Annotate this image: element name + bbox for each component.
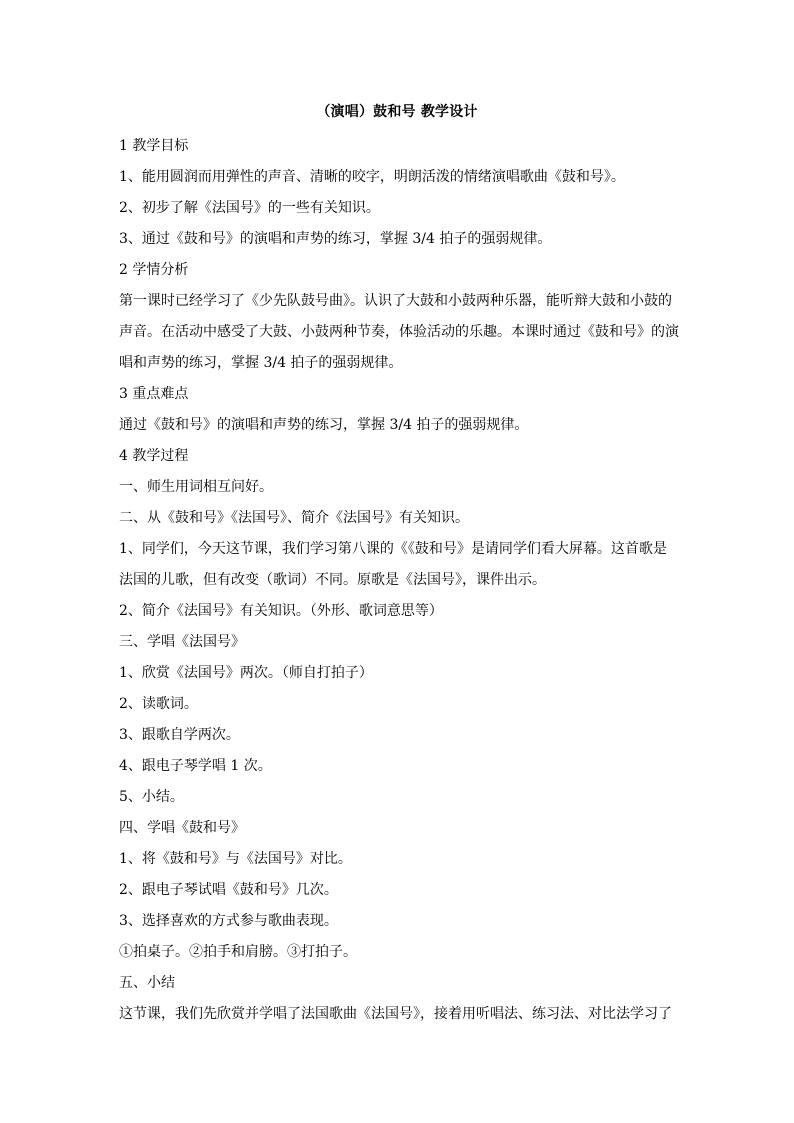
process-step-3-item-4: 4、跟电子琴学唱 1 次。 bbox=[119, 758, 272, 774]
process-step-3-item-1: 1、欣赏《法国号》两次。（师自打拍子） bbox=[119, 665, 373, 681]
student-analysis-line-2: 声音。在活动中感受了大鼓、小鼓两种节奏，体验活动的乐趣。本课时通过《鼓和号》的演 bbox=[119, 324, 679, 340]
process-step-3-item-3: 3、跟歌自学两次。 bbox=[119, 727, 240, 743]
section-heading-key-points: 3 重点难点 bbox=[119, 386, 189, 402]
process-step-2-item-1-line-1: 1、同学们，今天这节课，我们学习第八课的《《鼓和号》是请同学们看大屏幕。这首歌是 bbox=[119, 541, 667, 557]
process-step-2: 二、从《鼓和号》《法国号》、简介《法国号》有关知识。 bbox=[119, 510, 469, 526]
section-heading-student-analysis: 2 学情分析 bbox=[119, 262, 189, 278]
student-analysis-line-3: 唱和声势的练习，掌握 3/4 拍子的强弱规律。 bbox=[119, 355, 403, 371]
process-step-4-options: ①拍桌子。②拍手和肩膀。③打拍子。 bbox=[119, 944, 357, 960]
process-step-3: 三、学唱《法国号》 bbox=[119, 634, 245, 650]
process-step-4-item-2: 2、跟电子琴试唱《鼓和号》几次。 bbox=[119, 882, 338, 898]
process-step-5: 五、小结 bbox=[119, 975, 175, 991]
objective-item-3: 3、通过《鼓和号》的演唱和声势的练习，掌握 3/4 拍子的强弱规律。 bbox=[119, 231, 552, 247]
section-heading-process: 4 教学过程 bbox=[119, 448, 189, 464]
process-step-2-item-1-line-2: 法国的儿歌，但有改变（歌词）不同。原歌是《法国号》，课件出示。 bbox=[119, 572, 546, 588]
section-heading-objectives: 1 教学目标 bbox=[119, 138, 189, 154]
document-title: （演唱）鼓和号 教学设计 bbox=[316, 104, 478, 120]
process-step-4-item-1: 1、将《鼓和号》与《法国号》对比。 bbox=[119, 851, 352, 867]
process-step-3-item-2: 2、读歌词。 bbox=[119, 696, 198, 712]
process-step-1: 一、师生用词相互问好。 bbox=[119, 479, 273, 495]
process-step-4-item-3: 3、选择喜欢的方式参与歌曲表现。 bbox=[119, 913, 338, 929]
process-step-3-item-5: 5、小结。 bbox=[119, 789, 184, 805]
key-points-text: 通过《鼓和号》的演唱和声势的练习，掌握 3/4 拍子的强弱规律。 bbox=[119, 417, 529, 433]
objective-item-2: 2、初步了解《法国号》的一些有关知识。 bbox=[119, 200, 380, 216]
summary-text-line-1: 这节课，我们先欣赏并学唱了法国歌曲《法国号》，接着用听唱法、练习法、对比法学习了 bbox=[119, 1006, 672, 1022]
objective-item-1: 1、能用圆润而用弹性的声音、清晰的咬字，明朗活泼的情绪演唱歌曲《鼓和号》。 bbox=[119, 169, 625, 185]
student-analysis-line-1: 第一课时已经学习了《少先队鼓号曲》。认识了大鼓和小鼓两种乐器，能听辩大鼓和小鼓的 bbox=[119, 293, 672, 309]
process-step-2-item-2: 2、简介《法国号》有关知识。（外形、歌词意思等） bbox=[119, 603, 443, 619]
process-step-4: 四、学唱《鼓和号》 bbox=[119, 820, 245, 836]
document-body bbox=[119, 131, 679, 1030]
